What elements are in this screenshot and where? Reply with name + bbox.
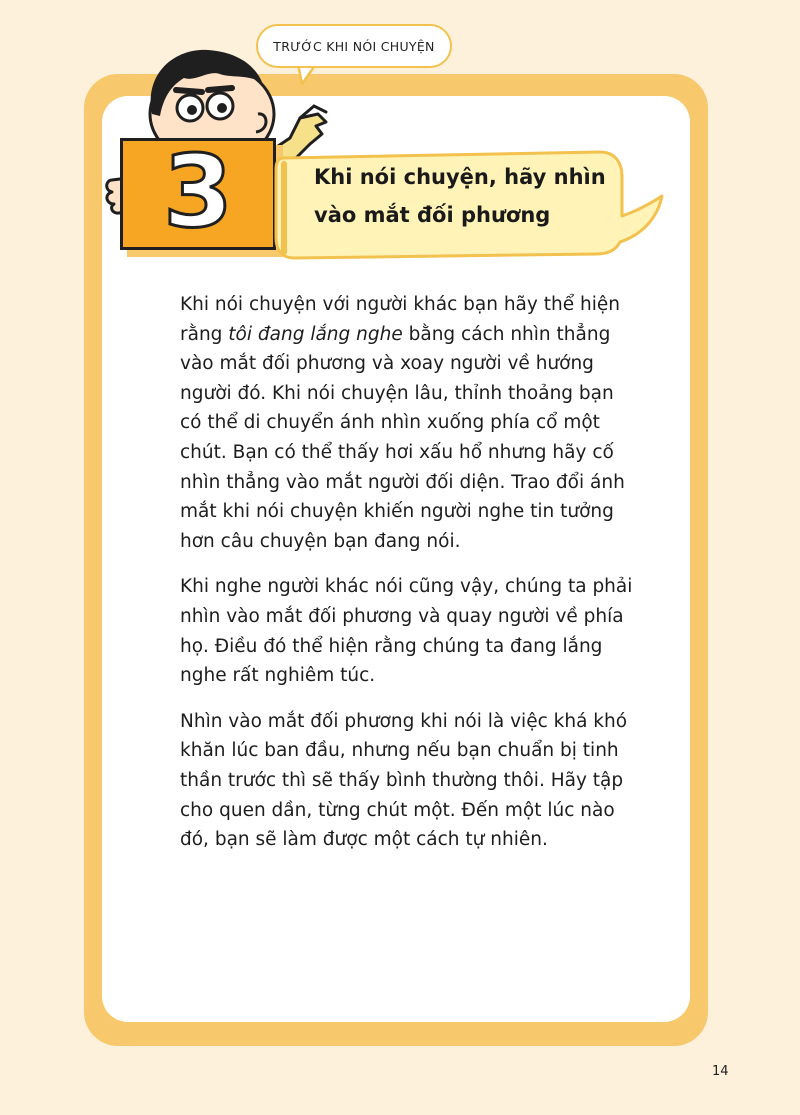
paragraph-1-start: Khi nói chuyện với người khác bạn hãy thể hiện rằng xyxy=(180,294,620,345)
paragraph-1 xyxy=(180,290,640,556)
paragraph-3: Nhìn vào mắt đối phương khi nói là việc khá khó khăn lúc ban đầu, nhưng nếu bạn chuẩn bị tinh thần trước thì sẽ thấy bình thường thôi. Hãy tập cho quen dần, từng chút một. Đến một lúc nào đó, bạn sẽ làm được một cách tự nhiên. xyxy=(180,710,628,851)
lesson-number: 3 xyxy=(163,133,233,250)
lesson-title-line-2: vào mắt đối phương xyxy=(314,203,551,227)
paragraph-2: Khi nghe người khác nói cũng vậy, chúng ta phải nhìn vào mắt đối phương và quay người về phía họ. Điều đó thể hiện rằng chúng ta đang lắng nghe rất nghiêm túc. xyxy=(180,576,633,687)
paragraph-1-emphasis: tôi đang lắng nghe xyxy=(228,323,403,345)
section-label-bubble xyxy=(256,24,452,68)
lesson-title-line-1: Khi nói chuyện, hãy nhìn xyxy=(314,165,606,189)
paragraph-1-end: bằng cách nhìn thẳng vào mắt đối phương và xoay người về hướng người đó. Khi nói chuyện lâu, thỉnh thoảng bạn có thể di chuyển ánh nhìn xuống phía cổ một chút. Bạn có thể thấy hơi xấu hổ nhưng hãy cố nhìn thẳng vào mắt người đối diện. Trao đổi ánh mắt khi nói chuyện khiến người nghe tin tưởng hơn câu chuyện bạn đang nói. xyxy=(180,323,625,552)
page-number: 14 xyxy=(712,1064,729,1079)
lesson-title xyxy=(314,158,634,234)
section-label: TRƯỚC KHI NÓI CHUYỆN xyxy=(273,38,435,54)
body-text xyxy=(180,290,640,871)
